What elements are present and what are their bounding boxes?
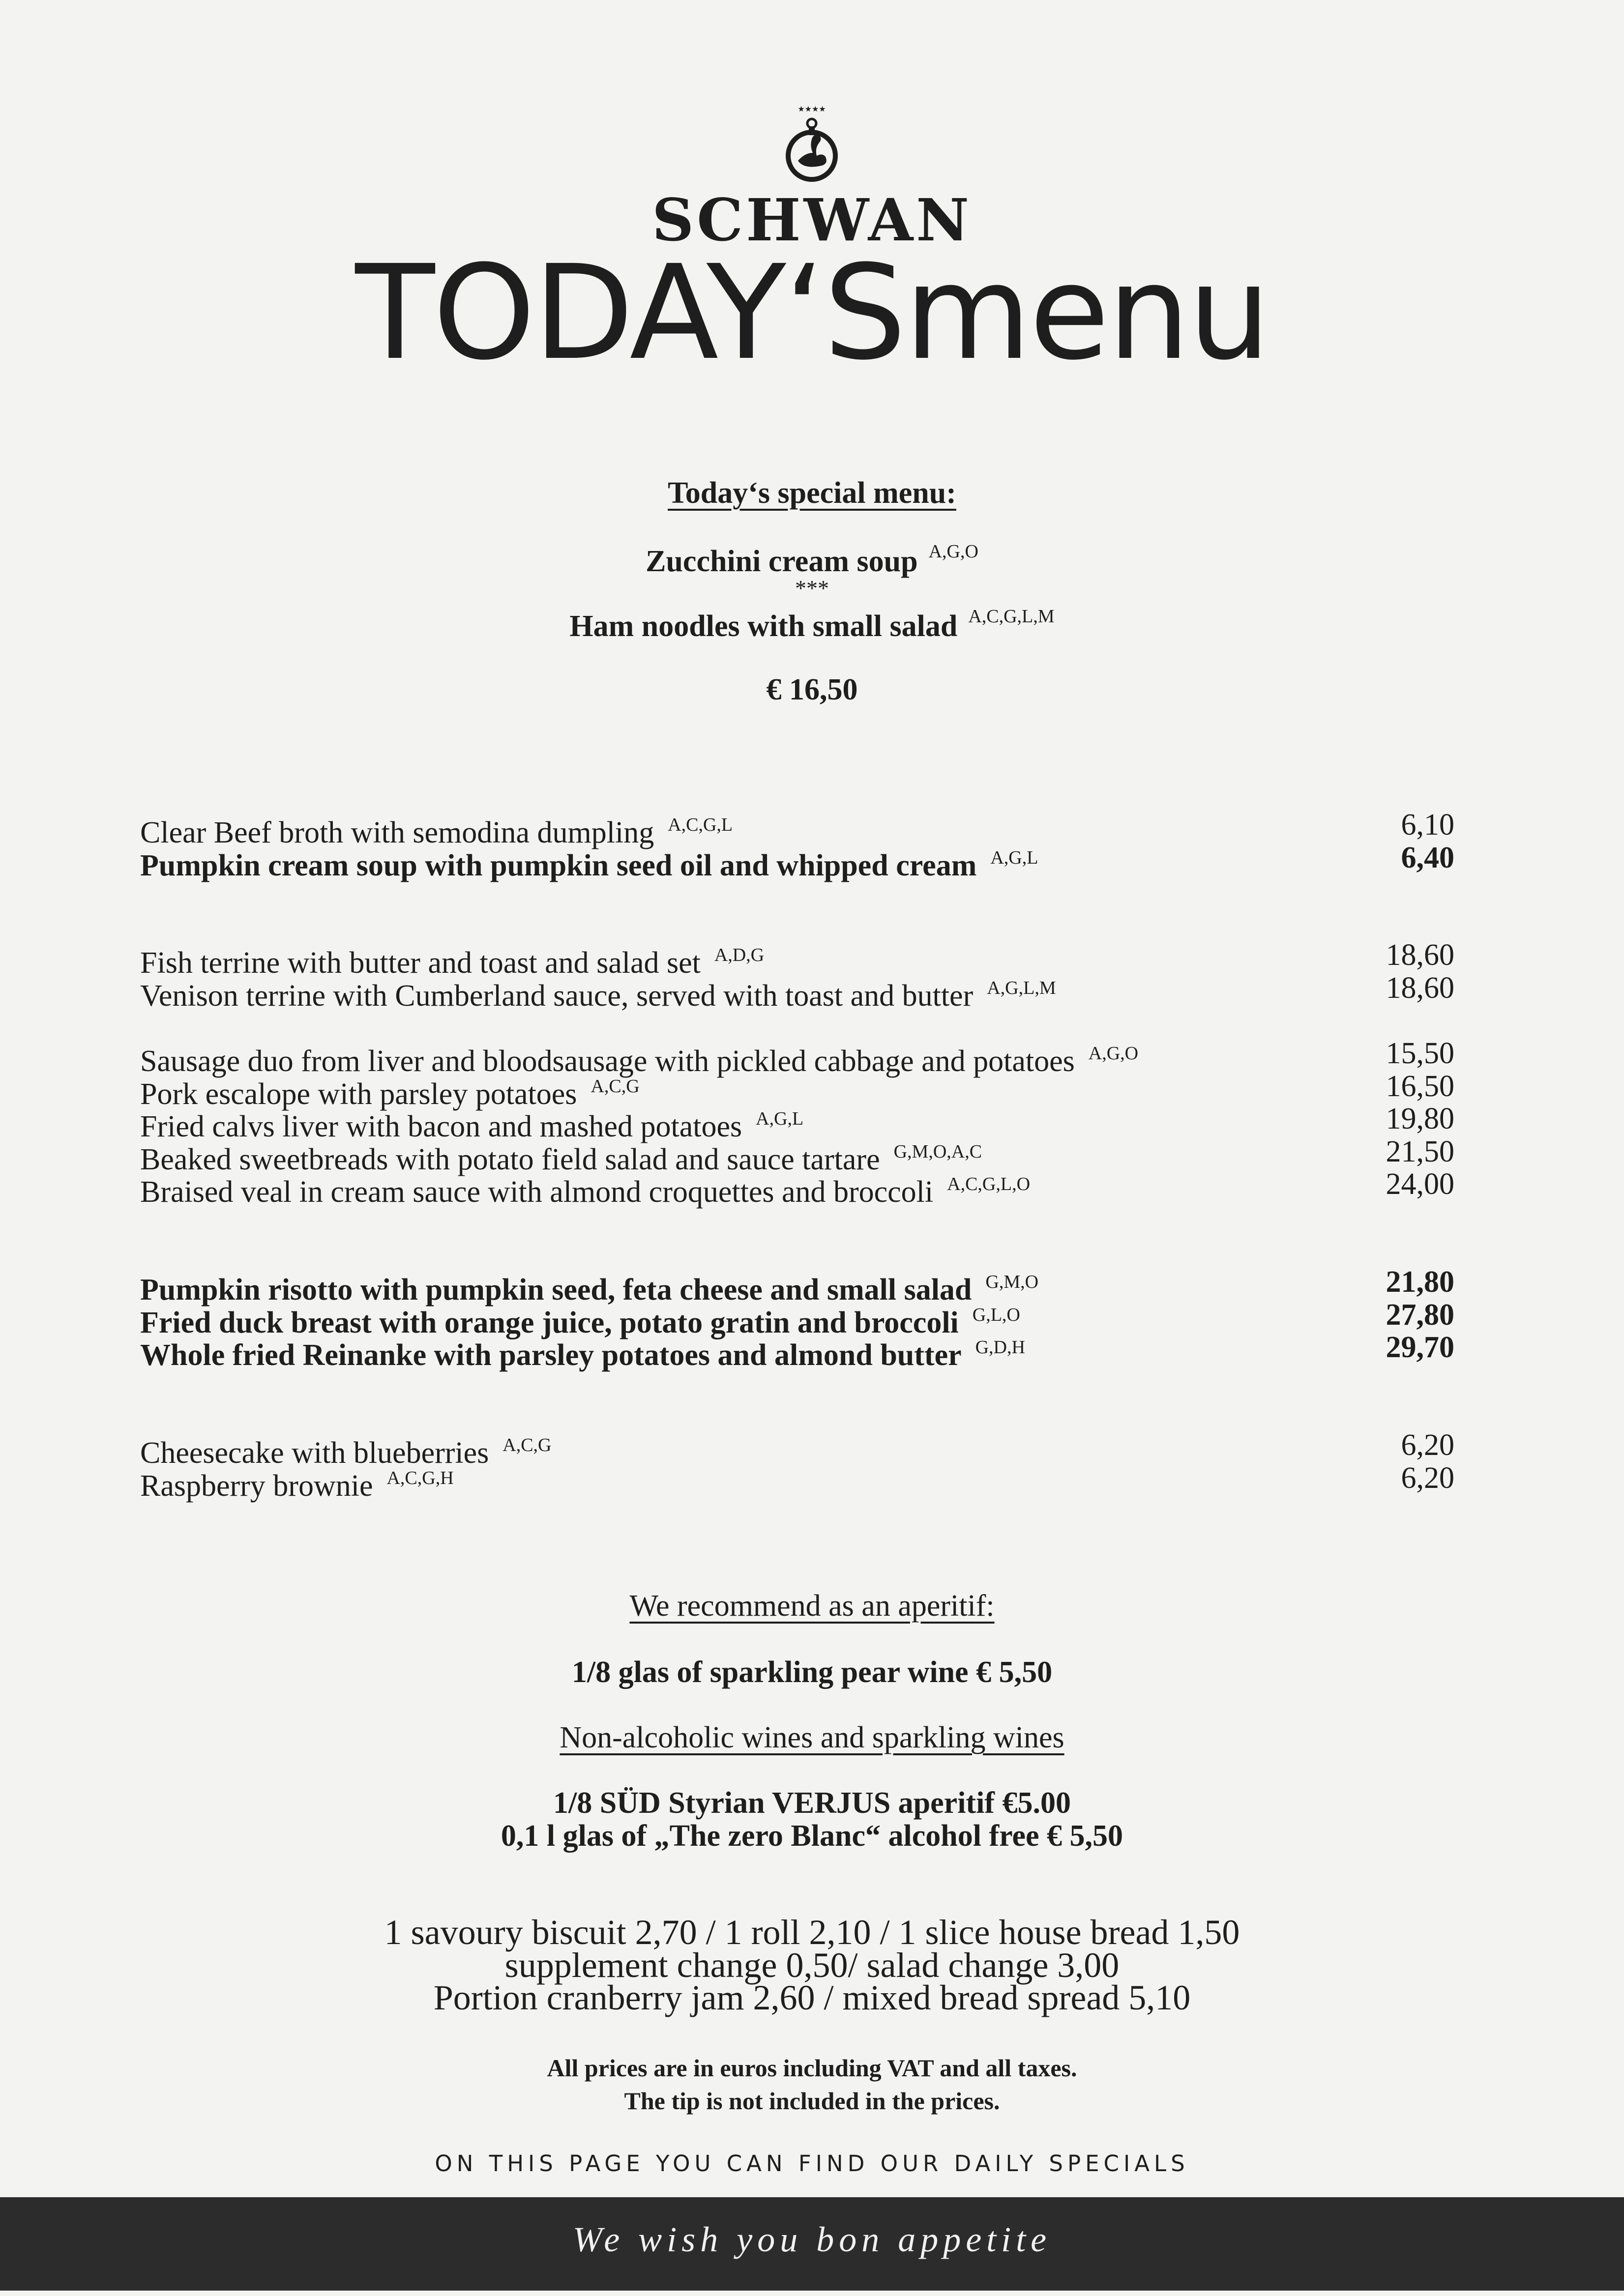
menu-item bbox=[140, 808, 1454, 849]
title-light: menu bbox=[904, 237, 1269, 389]
aperitif-heading bbox=[0, 1589, 1624, 1624]
menu-item-name bbox=[140, 1167, 1030, 1209]
special-main bbox=[0, 606, 1624, 644]
nonalcoholic-item: 1/8 SÜD Styrian VERJUS aperitif €5.00 bbox=[553, 1786, 1071, 1820]
menu-item-name bbox=[140, 841, 1038, 883]
menu-item-name-text: Cheesecake with blueberries bbox=[140, 1436, 489, 1470]
menu-item-allergens: G,M,O bbox=[985, 1272, 1039, 1292]
menu-item-name bbox=[140, 971, 1056, 1013]
menu-item-name-text: Venison terrine with Cumberland sauce, served with toast and butter bbox=[140, 979, 974, 1013]
menu-item bbox=[140, 1134, 1454, 1176]
menu-item-price: 16,50 bbox=[1386, 1070, 1454, 1103]
footer-bar bbox=[0, 2197, 1624, 2291]
aperitif-heading-text: We recommend as an aperitif: bbox=[629, 1589, 995, 1623]
special-main-name: Ham noodles with small salad bbox=[569, 610, 958, 643]
menu-item bbox=[140, 1298, 1454, 1339]
menu-item-name-text: Fish terrine with butter and toast and salad set bbox=[140, 946, 701, 980]
menu-item bbox=[140, 1069, 1454, 1111]
title-bold: TODAY‘S bbox=[355, 237, 905, 389]
menu-item-allergens: A,C,G bbox=[591, 1076, 640, 1097]
menu-item-allergens: A,D,G bbox=[714, 945, 765, 965]
daily-specials-note: ON THIS PAGE YOU CAN FIND OUR DAILY SPECIALS bbox=[435, 2151, 1189, 2177]
menu-item-allergens: G,M,O,A,C bbox=[893, 1141, 982, 1162]
special-soup-allergens: A,G,O bbox=[928, 541, 978, 562]
menu-item bbox=[140, 1167, 1454, 1209]
menu-item-name-text: Whole fried Reinanke with parsley potatoes and almond butter bbox=[140, 1338, 962, 1372]
menu-item-price: 27,80 bbox=[1386, 1298, 1454, 1332]
special-price: € 16,50 bbox=[766, 673, 858, 706]
menu-item-name-text: Sausage duo from liver and bloodsausage with pickled cabbage and potatoes bbox=[140, 1045, 1075, 1078]
svg-text:★★★★: ★★★★ bbox=[797, 104, 826, 114]
extras-line: supplement change 0,50/ salad change 3,00 bbox=[504, 1946, 1120, 1985]
nonalcoholic-heading bbox=[0, 1720, 1624, 1755]
page-title bbox=[0, 237, 1624, 389]
menu-item-price: 18,60 bbox=[1386, 938, 1454, 972]
menu-item-allergens: A,C,G,L,O bbox=[947, 1174, 1031, 1194]
menu-item-name-text: Raspberry brownie bbox=[140, 1469, 373, 1503]
swan-crest-icon bbox=[768, 101, 856, 189]
special-separator: *** bbox=[795, 576, 829, 601]
extras-line: 1 savoury biscuit 2,70 / 1 roll 2,10 / 1 slice house bread 1,50 bbox=[384, 1913, 1240, 1952]
menu-item-allergens: G,L,O bbox=[972, 1305, 1020, 1325]
menu-item-name bbox=[140, 1330, 1025, 1372]
special-soup bbox=[0, 541, 1624, 579]
menu-item-allergens: A,G,L bbox=[990, 847, 1038, 868]
menu-item-allergens: A,G,L,M bbox=[987, 978, 1056, 998]
special-menu-heading bbox=[0, 476, 1624, 511]
menu-item-price: 18,60 bbox=[1386, 971, 1454, 1005]
menu-item-price: 15,50 bbox=[1386, 1037, 1454, 1070]
menu-item-name-text: Beaked sweetbreads with potato field salad and sauce tartare bbox=[140, 1143, 880, 1176]
menu-item-price: 29,70 bbox=[1386, 1331, 1454, 1364]
menu-item-allergens: G,D,H bbox=[975, 1337, 1025, 1358]
menu-item-name-text: Clear Beef broth with semodina dumpling bbox=[140, 816, 654, 849]
aperitif-item: 1/8 glas of sparkling pear wine € 5,50 bbox=[571, 1656, 1053, 1689]
menu-item bbox=[140, 1265, 1454, 1307]
tip-note: The tip is not included in the prices. bbox=[624, 2087, 1000, 2115]
menu-item-price: 6,20 bbox=[1401, 1428, 1454, 1462]
menu-item-allergens: A,G,L bbox=[756, 1108, 804, 1129]
menu-item-allergens: A,C,G,H bbox=[386, 1468, 454, 1488]
menu-item-name-text: Fried calvs liver with bacon and mashed potatoes bbox=[140, 1110, 742, 1143]
special-menu-heading-text: Today‘s special menu: bbox=[668, 476, 956, 510]
menu-item bbox=[140, 1461, 1454, 1503]
menu-item bbox=[140, 1428, 1454, 1470]
menu-item-name-text: Fried duck breast with orange juice, potato gratin and broccoli bbox=[140, 1306, 959, 1339]
menu-item-allergens: A,C,G bbox=[502, 1435, 552, 1455]
menu-item-name-text: Pork escalope with parsley potatoes bbox=[140, 1077, 577, 1111]
footer-text: We wish you bon appetite bbox=[572, 2220, 1052, 2259]
menu-item-price: 21,80 bbox=[1386, 1265, 1454, 1299]
menu-item-allergens: A,C,G,L bbox=[668, 814, 733, 835]
menu-item-name-text: Pumpkin cream soup with pumpkin seed oil and whipped cream bbox=[140, 849, 977, 882]
menu-item bbox=[140, 1330, 1454, 1372]
menu-item-price: 6,10 bbox=[1401, 808, 1454, 842]
menu-item-price: 21,50 bbox=[1386, 1135, 1454, 1168]
brand-name: SCHWAN bbox=[651, 186, 972, 254]
menu-item-allergens: A,G,O bbox=[1088, 1043, 1139, 1064]
nonalcoholic-item: 0,1 l glas of „The zero Blanc“ alcohol free € 5,50 bbox=[501, 1819, 1123, 1853]
special-main-allergens: A,C,G,L,M bbox=[968, 606, 1055, 627]
extras-line: Portion cranberry jam 2,60 / mixed bread spread 5,10 bbox=[433, 1978, 1191, 2017]
special-soup-name: Zucchini cream soup bbox=[646, 545, 918, 578]
menu-item-price: 19,80 bbox=[1386, 1102, 1454, 1135]
menu-item-price: 6,40 bbox=[1401, 841, 1454, 874]
nonalcoholic-heading-text: Non-alcoholic wines and sparkling wines bbox=[560, 1721, 1064, 1754]
menu-item-price: 24,00 bbox=[1386, 1167, 1454, 1201]
menu-item-name bbox=[140, 1461, 454, 1503]
menu-item bbox=[140, 938, 1454, 980]
menu-item-name-text: Pumpkin risotto with pumpkin seed, feta cheese and small salad bbox=[140, 1273, 972, 1307]
menu-item bbox=[140, 841, 1454, 882]
vat-note: All prices are in euros including VAT and all taxes. bbox=[547, 2054, 1077, 2082]
menu-item bbox=[140, 971, 1454, 1013]
menu-item bbox=[140, 1102, 1454, 1143]
menu-item bbox=[140, 1036, 1454, 1078]
menu-item-name-text: Braised veal in cream sauce with almond croquettes and broccoli bbox=[140, 1175, 934, 1209]
menu-item-price: 6,20 bbox=[1401, 1461, 1454, 1495]
